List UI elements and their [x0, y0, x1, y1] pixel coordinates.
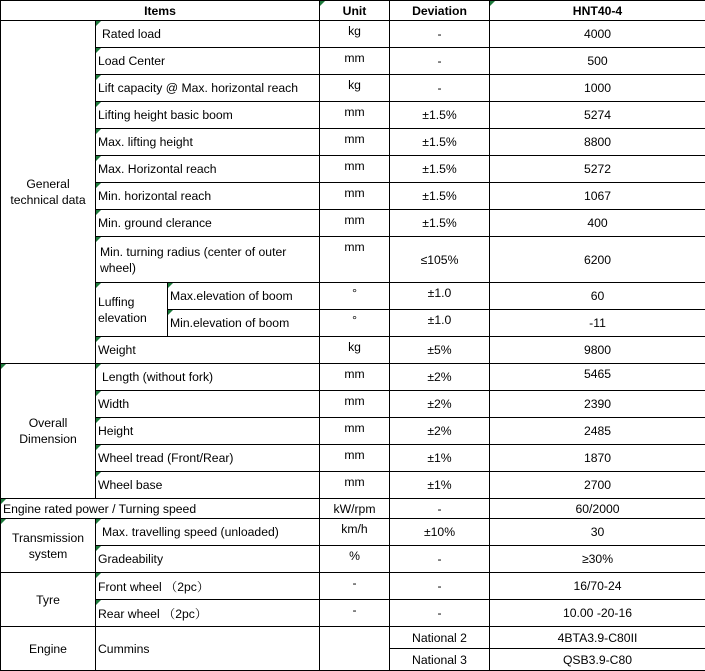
header-items: Items — [1, 1, 320, 21]
item-cell: Weight — [96, 337, 320, 364]
item-cell: Max. lifting height — [96, 129, 320, 156]
value-cell: 2485 — [490, 418, 705, 445]
header-model: HNT40-4 — [490, 1, 705, 21]
section-label-transmission: Transmission system — [1, 519, 96, 573]
unit-cell: mm — [320, 364, 390, 391]
item-cell: Load Center — [96, 48, 320, 75]
value-cell: -11 — [490, 310, 705, 337]
deviation-cell: - — [390, 600, 490, 627]
item-cell: Height — [96, 418, 320, 445]
item-cell: Engine rated power / Turning speed — [1, 499, 320, 519]
unit-cell: km/h — [320, 519, 390, 546]
table-row — [1, 445, 705, 472]
item-cell: Max. travelling speed (unloaded) — [96, 519, 320, 546]
value-cell: 9800 — [490, 337, 705, 364]
luffing-label: Luffing elevation — [96, 283, 168, 337]
value-cell: 6200 — [490, 237, 705, 283]
value-cell: 2390 — [490, 391, 705, 418]
table-row — [1, 237, 705, 283]
deviation-cell: ±1% — [390, 472, 490, 499]
header-unit: Unit — [320, 1, 390, 21]
deviation-cell: - — [390, 21, 490, 48]
value-cell: 5272 — [490, 156, 705, 183]
deviation-cell: - — [390, 573, 490, 600]
value-cell: 5465 — [490, 364, 705, 391]
item-cell: Min.elevation of boom — [168, 310, 320, 337]
item-cell: Lifting height basic boom — [96, 102, 320, 129]
table-row — [1, 210, 705, 237]
unit-cell: kW/rpm — [320, 499, 390, 519]
deviation-cell: ±1.5% — [390, 102, 490, 129]
deviation-cell: ±1.5% — [390, 183, 490, 210]
section-label-engine: Engine — [1, 627, 96, 671]
unit-cell: mm — [320, 445, 390, 472]
value-cell: 1067 — [490, 183, 705, 210]
table-row — [1, 418, 705, 445]
table-row — [1, 183, 705, 210]
deviation-cell: ±1% — [390, 445, 490, 472]
item-cell: Cummins — [96, 627, 320, 671]
table-row — [1, 627, 705, 649]
item-cell: Max. Horizontal reach — [96, 156, 320, 183]
unit-cell: - — [320, 573, 390, 600]
unit-cell-empty — [320, 627, 390, 671]
standard-cell: National 2 — [390, 627, 490, 649]
unit-cell: ° — [320, 283, 390, 310]
unit-cell: - — [320, 600, 390, 627]
unit-cell: kg — [320, 337, 390, 364]
standard-cell: National 3 — [390, 649, 490, 671]
value-cell: 400 — [490, 210, 705, 237]
item-cell: Wheel tread (Front/Rear) — [96, 445, 320, 472]
item-cell: Min. ground clerance — [96, 210, 320, 237]
deviation-cell: ±1.5% — [390, 129, 490, 156]
item-cell: Min. horizontal reach — [96, 183, 320, 210]
deviation-cell: ±10% — [390, 519, 490, 546]
deviation-cell: ±1.0 — [390, 283, 490, 310]
table-row — [1, 519, 705, 546]
deviation-cell: - — [390, 546, 490, 573]
table-row — [1, 48, 705, 75]
unit-cell: kg — [320, 75, 390, 102]
deviation-cell: ±5% — [390, 337, 490, 364]
table-row — [1, 600, 705, 627]
value-cell: 60 — [490, 283, 705, 310]
unit-cell: mm — [320, 391, 390, 418]
unit-cell: mm — [320, 129, 390, 156]
value-cell: 4000 — [490, 21, 705, 48]
value-cell: 1870 — [490, 445, 705, 472]
item-cell: Rated load — [96, 21, 320, 48]
table-row — [1, 499, 705, 519]
deviation-cell: - — [390, 48, 490, 75]
header-deviation: Deviation — [390, 1, 490, 21]
value-cell: 30 — [490, 519, 705, 546]
item-cell: Width — [96, 391, 320, 418]
section-label-general: General technical data — [1, 21, 96, 364]
deviation-cell: ±2% — [390, 391, 490, 418]
table-row — [1, 75, 705, 102]
deviation-cell: - — [390, 75, 490, 102]
table-row — [1, 156, 705, 183]
table-row — [1, 102, 705, 129]
section-label-tyre: Tyre — [1, 573, 96, 627]
value-cell: 500 — [490, 48, 705, 75]
table-row — [1, 337, 705, 364]
value-cell: ≥30% — [490, 546, 705, 573]
unit-cell: % — [320, 546, 390, 573]
header-row — [1, 1, 705, 21]
table-row — [1, 21, 705, 48]
value-cell: 8800 — [490, 129, 705, 156]
item-cell: Front wheel （2pc） — [96, 573, 320, 600]
item-cell: Min. turning radius (center of outer wheel) — [96, 237, 320, 283]
section-label-overall: Overall Dimension — [1, 364, 96, 499]
deviation-cell: ±2% — [390, 364, 490, 391]
unit-cell: mm — [320, 48, 390, 75]
deviation-cell: ≤105% — [390, 237, 490, 283]
value-cell: 10.00 -20-16 — [490, 600, 705, 627]
value-cell: 1000 — [490, 75, 705, 102]
item-cell: Rear wheel （2pc） — [96, 600, 320, 627]
unit-cell: mm — [320, 183, 390, 210]
deviation-cell: ±1.5% — [390, 156, 490, 183]
item-cell: Length (without fork) — [96, 364, 320, 391]
item-cell: Max.elevation of boom — [168, 283, 320, 310]
unit-cell: mm — [320, 102, 390, 129]
unit-cell: ° — [320, 310, 390, 337]
table-row — [1, 391, 705, 418]
item-cell: Wheel base — [96, 472, 320, 499]
unit-cell: mm — [320, 237, 390, 283]
value-cell: 60/2000 — [490, 499, 705, 519]
unit-cell: kg — [320, 21, 390, 48]
table-row — [1, 283, 705, 310]
unit-cell: mm — [320, 418, 390, 445]
deviation-cell: ±1.0 — [390, 310, 490, 337]
table-row — [1, 129, 705, 156]
unit-cell: mm — [320, 210, 390, 237]
value-cell: 4BTA3.9-C80II — [490, 627, 705, 649]
value-cell: 16/70-24 — [490, 573, 705, 600]
table-row — [1, 472, 705, 499]
unit-cell: mm — [320, 472, 390, 499]
deviation-cell: - — [390, 499, 490, 519]
deviation-cell: ±1.5% — [390, 210, 490, 237]
value-cell: 2700 — [490, 472, 705, 499]
table-row — [1, 546, 705, 573]
table-row — [1, 573, 705, 600]
value-cell: 5274 — [490, 102, 705, 129]
item-cell: Gradeability — [96, 546, 320, 573]
value-cell: QSB3.9-C80 — [490, 649, 705, 671]
deviation-cell: ±2% — [390, 418, 490, 445]
table-row — [1, 364, 705, 391]
unit-cell: mm — [320, 156, 390, 183]
item-cell: Lift capacity @ Max. horizontal reach — [96, 75, 320, 102]
